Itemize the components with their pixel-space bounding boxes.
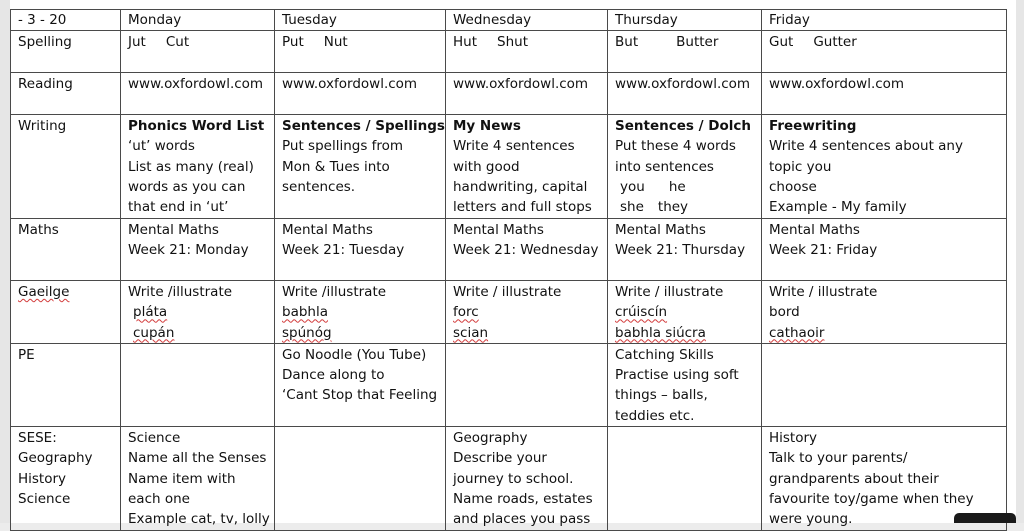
gaeilge-friday: Write / illustrate bord cathaoir bbox=[762, 281, 1007, 344]
writing-wednesday: My News Write 4 sentences with good handwriting, capital letters and full stops bbox=[446, 115, 608, 219]
reading-row bbox=[11, 73, 1007, 115]
header-row bbox=[11, 10, 1007, 31]
gaeilge-tuesday: Write /illustrate babhla spúnóg bbox=[275, 281, 446, 344]
gaeilge-monday: Write /illustrate pláta cupán bbox=[121, 281, 275, 344]
window-frame-right bbox=[1016, 0, 1024, 523]
maths-row bbox=[11, 219, 1007, 281]
pe-wednesday bbox=[446, 343, 608, 426]
writing-tuesday: Sentences / Spellings Put spellings from Mon & Tues into sentences. bbox=[275, 115, 446, 219]
row-label-maths: Maths bbox=[11, 219, 121, 281]
writing-thursday-title: Sentences / Dolch bbox=[615, 116, 757, 136]
gaeilge-wednesday: Write / illustrate forc scian bbox=[446, 281, 608, 344]
reading-thursday: www.oxfordowl.com bbox=[608, 73, 762, 115]
reading-tuesday: www.oxfordowl.com bbox=[275, 73, 446, 115]
pe-row bbox=[11, 343, 1007, 426]
sese-wednesday: Geography Describe your journey to school. Name roads, estates and places you pass bbox=[446, 427, 608, 530]
reading-wednesday: www.oxfordowl.com bbox=[446, 73, 608, 115]
pe-tuesday: Go Noodle (You Tube) Dance along to ‘Cant Stop that Feeling bbox=[275, 343, 446, 426]
gaeilge-thursday: Write / illustrate crúiscín babhla siúcra bbox=[608, 281, 762, 344]
sese-row bbox=[11, 427, 1007, 530]
spelling-row bbox=[11, 31, 1007, 73]
writing-row bbox=[11, 115, 1007, 219]
row-label-sese: SESE: Geography History Science bbox=[11, 427, 121, 530]
spelling-thursday: But Butter bbox=[608, 31, 762, 73]
date-cell: - 3 - 20 bbox=[11, 10, 121, 31]
spelling-wednesday: Hut Shut bbox=[446, 31, 608, 73]
maths-monday: Mental Maths Week 21: Monday bbox=[121, 219, 275, 281]
maths-friday: Mental Maths Week 21: Friday bbox=[762, 219, 1007, 281]
row-label-spelling: Spelling bbox=[11, 31, 121, 73]
day-header-monday: Monday bbox=[121, 10, 275, 31]
writing-monday-title: Phonics Word List bbox=[128, 116, 270, 136]
row-label-gaeilge: Gaeilge bbox=[11, 281, 121, 344]
writing-friday: Freewriting Write 4 sentences about any topic you choose Example - My family bbox=[762, 115, 1007, 219]
reading-monday: www.oxfordowl.com bbox=[121, 73, 275, 115]
sese-monday: Science Name all the Senses Name item with each one Example cat, tv, lolly bbox=[121, 427, 275, 530]
pe-thursday: Catching Skills Practise using soft things – balls, teddies etc. bbox=[608, 343, 762, 426]
spelling-tuesday: Put Nut bbox=[275, 31, 446, 73]
maths-wednesday: Mental Maths Week 21: Wednesday bbox=[446, 219, 608, 281]
row-label-reading: Reading bbox=[11, 73, 121, 115]
writing-monday: Phonics Word List ‘ut’ words List as many (real) words as you can that end in ‘ut’ bbox=[121, 115, 275, 219]
pe-friday bbox=[762, 343, 1007, 426]
weekly-plan-table bbox=[10, 9, 1007, 531]
day-header-friday: Friday bbox=[762, 10, 1007, 31]
writing-wednesday-title: My News bbox=[453, 116, 603, 136]
writing-tuesday-title: Sentences / Spellings bbox=[282, 116, 441, 136]
pe-monday bbox=[121, 343, 275, 426]
day-header-tuesday: Tuesday bbox=[275, 10, 446, 31]
row-label-pe: PE bbox=[11, 343, 121, 426]
day-header-thursday: Thursday bbox=[608, 10, 762, 31]
writing-thursday: Sentences / Dolch Put these 4 words into sentences you he she they bbox=[608, 115, 762, 219]
sese-tuesday bbox=[275, 427, 446, 530]
corner-tab[interactable] bbox=[954, 513, 1016, 523]
sese-thursday bbox=[608, 427, 762, 530]
reading-friday: www.oxfordowl.com bbox=[762, 73, 1007, 115]
gaeilge-row bbox=[11, 281, 1007, 344]
writing-friday-title: Freewriting bbox=[769, 116, 1002, 136]
sese-friday: History Talk to your parents/ grandparents about their favourite toy/game when they were young. bbox=[762, 427, 1007, 530]
maths-tuesday: Mental Maths Week 21: Tuesday bbox=[275, 219, 446, 281]
window-frame-left bbox=[0, 0, 10, 523]
spelling-friday: Gut Gutter bbox=[762, 31, 1007, 73]
row-label-writing: Writing bbox=[11, 115, 121, 219]
day-header-wednesday: Wednesday bbox=[446, 10, 608, 31]
spelling-monday: Jut Cut bbox=[121, 31, 275, 73]
maths-thursday: Mental Maths Week 21: Thursday bbox=[608, 219, 762, 281]
